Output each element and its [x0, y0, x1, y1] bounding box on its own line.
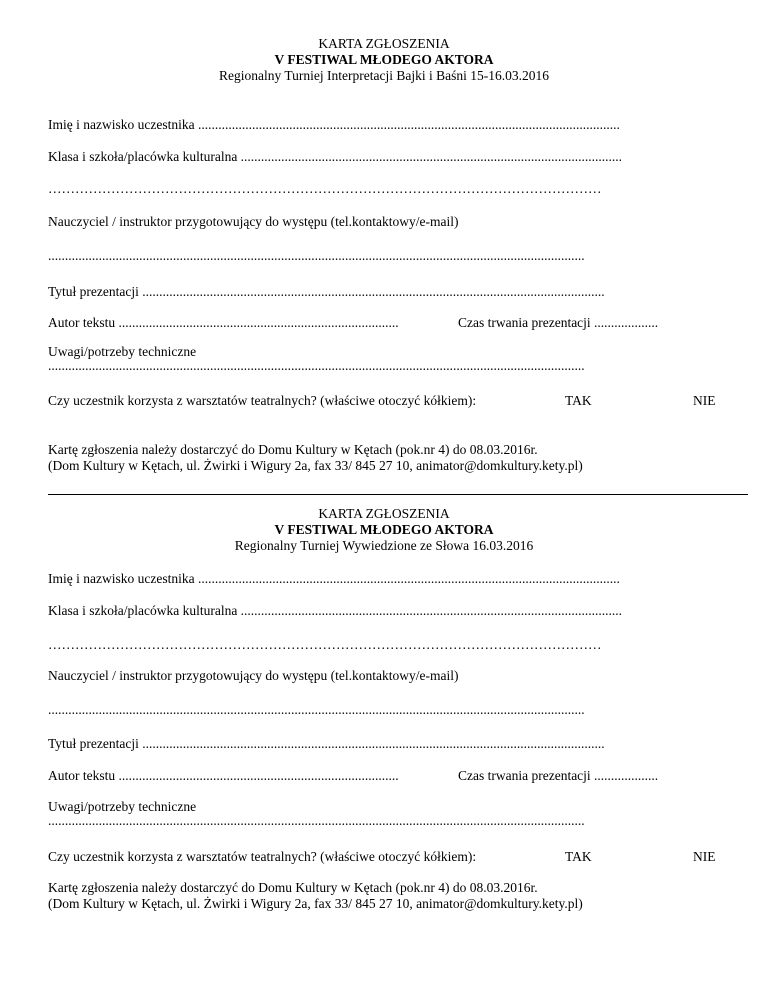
technical-notes-field[interactable]: ............................................................................................................................................................... [48, 358, 585, 373]
class-school-field[interactable]: Klasa i szkoła/placówka kulturalna ................................................................................................................. [48, 603, 623, 618]
festival-title: V FESTIWAL MŁODEGO AKTORA [274, 522, 494, 537]
workshop-question: Czy uczestnik korzysta z warsztatów teatralnych? (właściwe otoczyć kółkiem): [48, 393, 477, 408]
technical-notes-field[interactable]: ............................................................................................................................................................... [48, 813, 585, 828]
form-heading: KARTA ZGŁOSZENIA [318, 36, 450, 51]
duration-field[interactable]: Czas trwania prezentacji ................... [458, 768, 659, 783]
teacher-field[interactable]: ............................................................................................................................................................... [48, 248, 585, 263]
teacher-label: Nauczyciel / instruktor przygotowujący do występu (tel.kontaktowy/e-mail) [48, 214, 459, 229]
no-option[interactable]: NIE [693, 393, 716, 408]
author-field[interactable]: Autor tekstu ................................................................................... [48, 315, 399, 330]
festival-title: V FESTIWAL MŁODEGO AKTORA [274, 52, 494, 67]
form-subtitle: Regionalny Turniej Wywiedzione ze Słowa 16.03.2016 [234, 538, 534, 553]
teacher-label: Nauczyciel / instruktor przygotowujący do występu (tel.kontaktowy/e-mail) [48, 668, 459, 683]
delivery-note: Kartę zgłoszenia należy dostarczyć do Domu Kultury w Kętach (pok.nr 4) do 08.03.2016r. [48, 442, 538, 457]
presentation-title-field[interactable]: Tytuł prezentacji ......................................................................................................................................... [48, 284, 605, 299]
technical-notes-label: Uwagi/potrzeby techniczne [48, 344, 197, 359]
class-school-continuation-line[interactable]: …………………………………………………………………………………………………………… [48, 181, 602, 196]
author-field[interactable]: Autor tekstu ................................................................................... [48, 768, 399, 783]
presentation-title-field[interactable]: Tytuł prezentacji ......................................................................................................................................... [48, 736, 605, 751]
participant-name-field[interactable]: Imię i nazwisko uczestnika ............................................................................................................................. [48, 571, 620, 586]
technical-notes-label: Uwagi/potrzeby techniczne [48, 799, 197, 814]
no-option[interactable]: NIE [693, 849, 716, 864]
yes-option[interactable]: TAK [565, 849, 592, 864]
class-school-field[interactable]: Klasa i szkoła/placówka kulturalna ................................................................................................................. [48, 149, 623, 164]
participant-name-field[interactable]: Imię i nazwisko uczestnika ............................................................................................................................. [48, 117, 620, 132]
workshop-question: Czy uczestnik korzysta z warsztatów teatralnych? (właściwe otoczyć kółkiem): [48, 849, 477, 864]
duration-field[interactable]: Czas trwania prezentacji ................... [458, 315, 659, 330]
class-school-continuation-line[interactable]: …………………………………………………………………………………………………………… [48, 637, 602, 652]
delivery-note: Kartę zgłoszenia należy dostarczyć do Domu Kultury w Kętach (pok.nr 4) do 08.03.2016r. [48, 880, 538, 895]
form-heading: KARTA ZGŁOSZENIA [318, 506, 450, 521]
yes-option[interactable]: TAK [565, 393, 592, 408]
cut-separator [48, 494, 748, 495]
form-subtitle: Regionalny Turniej Interpretacji Bajki i Baśni 15-16.03.2016 [219, 68, 549, 83]
address-note: (Dom Kultury w Kętach, ul. Żwirki i Wigury 2a, fax 33/ 845 27 10, animator@domkultury.kety.pl) [48, 458, 583, 473]
address-note: (Dom Kultury w Kętach, ul. Żwirki i Wigury 2a, fax 33/ 845 27 10, animator@domkultury.kety.pl) [48, 896, 583, 911]
teacher-field[interactable]: ............................................................................................................................................................... [48, 702, 585, 717]
